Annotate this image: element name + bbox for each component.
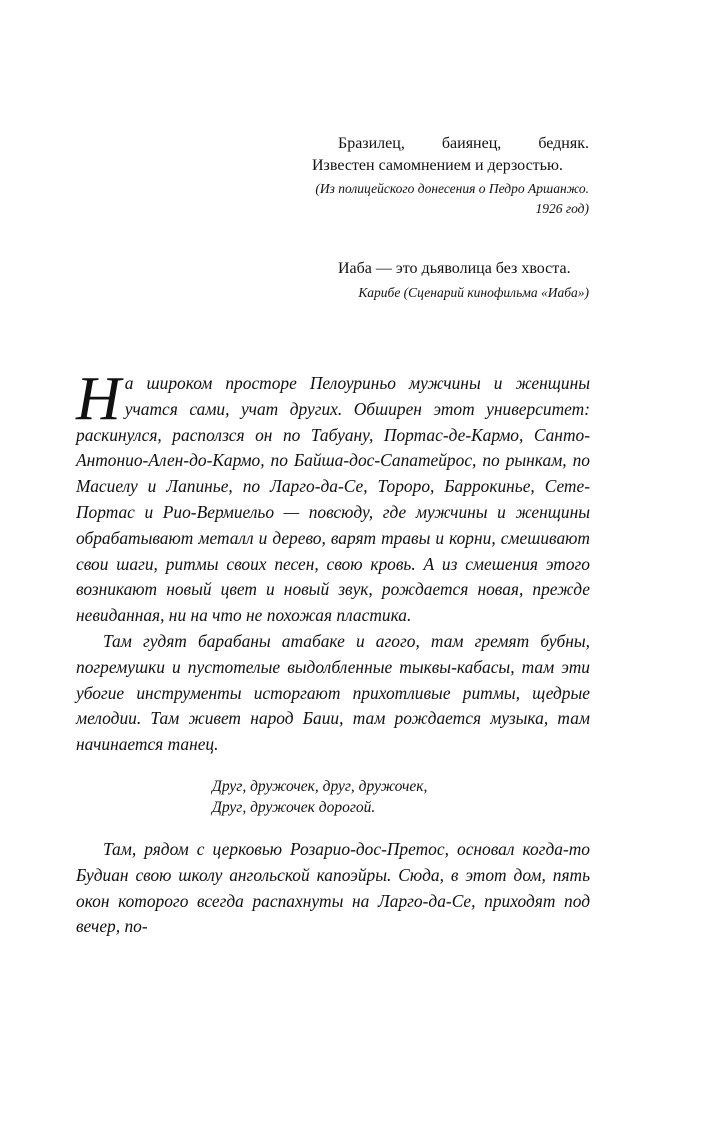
epigraph-1-source: (Из полицейского донесения о Педро Аршанжо. 1926 год)	[315, 181, 589, 216]
drop-cap: Н	[76, 365, 121, 433]
epigraph-2-source: Карибе (Сценарий кинофильма «Иаба»)	[358, 284, 589, 300]
epigraph-2	[312, 258, 589, 303]
paragraph-1-text: а широком просторе Пелоуриньо мужчины и женщины учатся сами, учат других. Обширен этот университет: раскинулся, расползся он по Табуану, Портас-де-Кармо, Санто-Антонио-Ален-до-Кармо, по Байша-дос-Сапатейрос, по рынкам, по Масиелу и Лапинье, по Ларго-да-Се, Тороро, Баррокинье, Сете-Портас и Рио-Вермиельо — повсюду, где мужчины и женщины обрабатывают металл и дерево, варят травы и корни, смешивают свои шаги, ритмы своих песен, свою кровь. А из смешения этого возникают новый цвет и новый звук, рождается новая, прежде невиданная, ни на что не похожая пластика.	[76, 373, 590, 626]
epigraph-1	[312, 133, 589, 219]
paragraph-2: Там гудят барабаны атабаке и агого, там гремят бубны, погремушки и пустотелые выдолбленные тыквы-кабасы, там эти убогие инструменты исторгают прихотливые ритмы, щедрые мелодии. Там живет народ Баии, там рождается музыка, там начинается танец.	[76, 630, 590, 755]
verse-line-1: Друг, дружочек, друг, дружочек,	[212, 777, 428, 795]
verse	[212, 776, 590, 819]
epigraph-1-text: Бразилец, баиянец, бедняк. Известен самомнением и дерзостью.	[312, 135, 589, 174]
paragraph-3: Там, рядом с церковью Розарио-дос-Претос, основал когда-то Будиан свою школу ангольской капоэйры. Сюда, в этот дом, пять окон которого всегда распахнуты на Ларго-да-Се, приходят под вечер, по-	[76, 838, 590, 937]
paragraph-1	[76, 365, 590, 629]
main-text	[76, 365, 590, 940]
verse-line-2: Друг, дружочек дорогой.	[212, 799, 376, 817]
epigraph-2-text: Иаба — это дьяволица без хвоста.	[338, 260, 571, 277]
